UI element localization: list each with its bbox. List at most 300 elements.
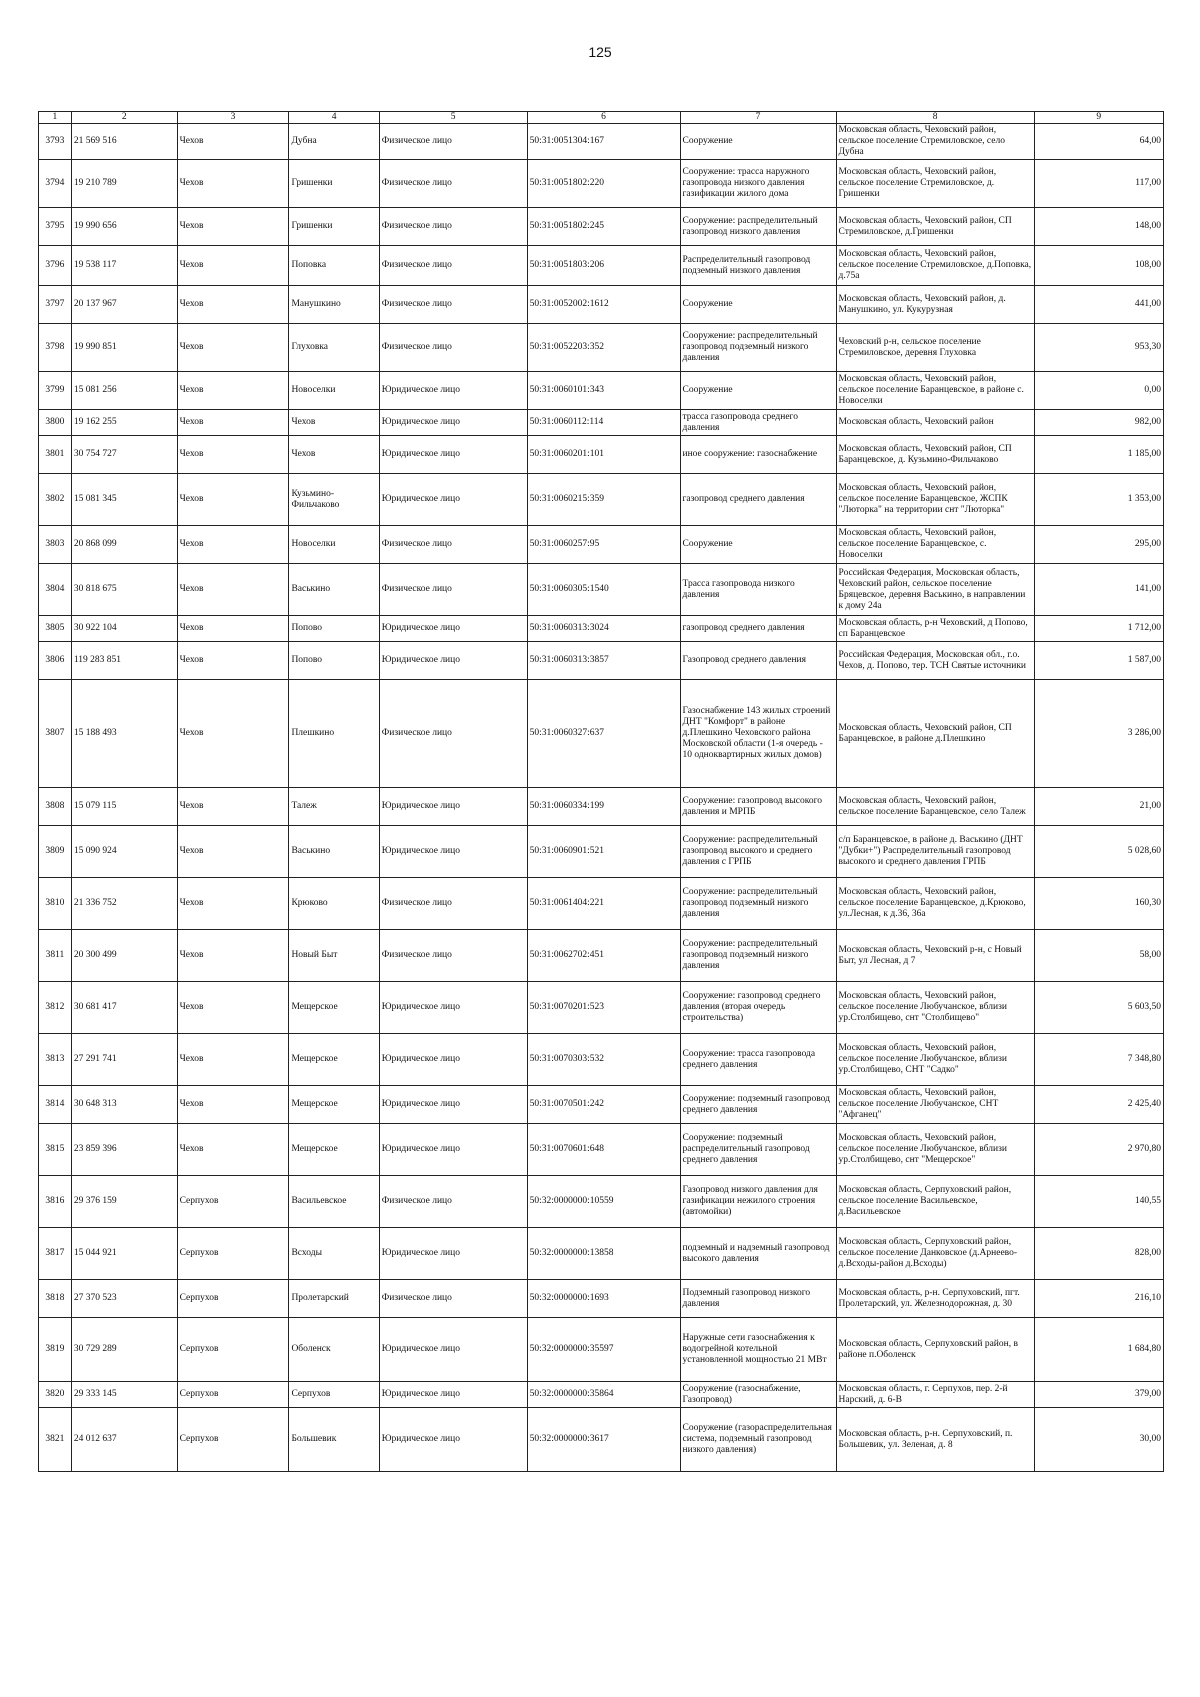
owner-type: Юридическое лицо: [379, 474, 527, 526]
owner-type: Физическое лицо: [379, 208, 527, 246]
object-description: Распределительный газопровод подземный низкого давления: [680, 246, 836, 286]
cadastral-number: 50:31:0070303:532: [527, 1034, 680, 1086]
length-value: 5 603,50: [1034, 982, 1163, 1034]
address: Российская Федерация, Московская обл., г.о. Чехов, д. Попово, тер. ТСН Святые источники: [836, 642, 1034, 680]
owner-type: Юридическое лицо: [379, 436, 527, 474]
object-description: иное сооружение: газоснабжение: [680, 436, 836, 474]
table-row: [39, 246, 1164, 286]
district: Чехов: [177, 324, 289, 372]
address: Московская область, Чеховский район, СП Баранцевское, д. Кузьмино-Фильчаково: [836, 436, 1034, 474]
locality: Кузьмино-Фильчаково: [289, 474, 379, 526]
length-value: 58,00: [1034, 930, 1163, 982]
object-description: Сооружение: подземный распределительный газопровод среднего давления: [680, 1124, 836, 1176]
cadastral-number: 50:31:0052203:352: [527, 324, 680, 372]
object-description: Сооружение: распределительный газопровод подземный низкого давления: [680, 324, 836, 372]
owner-type: Юридическое лицо: [379, 616, 527, 642]
column-header-4: 4: [289, 112, 379, 124]
row-number: 3794: [39, 160, 72, 208]
locality: Всходы: [289, 1228, 379, 1280]
row-number: 3807: [39, 680, 72, 788]
row-number: 3818: [39, 1280, 72, 1318]
table-row: [39, 324, 1164, 372]
object-description: Сооружение: распределительный газопровод низкого давления: [680, 208, 836, 246]
length-value: 148,00: [1034, 208, 1163, 246]
column-header-3: 3: [177, 112, 289, 124]
row-number: 3798: [39, 324, 72, 372]
table-row: [39, 616, 1164, 642]
object-description: Сооружение: трасса наружного газопровода низкого давления газификации жилого дома: [680, 160, 836, 208]
owner-type: Физическое лицо: [379, 324, 527, 372]
record-id: 19 990 851: [71, 324, 177, 372]
column-header-1: 1: [39, 112, 72, 124]
row-number: 3795: [39, 208, 72, 246]
owner-type: Юридическое лицо: [379, 982, 527, 1034]
address: Московская область, Чеховский район, сельское поселение Любучанское, вблизи ур.Столбищево, снт "Столбищево": [836, 982, 1034, 1034]
table-row: [39, 930, 1164, 982]
locality: Гришенки: [289, 208, 379, 246]
row-number: 3806: [39, 642, 72, 680]
object-description: Сооружение: [680, 526, 836, 564]
row-number: 3804: [39, 564, 72, 616]
address: Московская область, Чеховский район, сельское поселение Баранцевское, д.Крюково, ул.Лесная, к д.36, 36а: [836, 878, 1034, 930]
object-description: Сооружение: распределительный газопровод подземный низкого давления: [680, 878, 836, 930]
record-id: 15 081 256: [71, 372, 177, 410]
district: Чехов: [177, 410, 289, 436]
cadastral-number: 50:31:0070201:523: [527, 982, 680, 1034]
district: Чехов: [177, 160, 289, 208]
record-id: 15 081 345: [71, 474, 177, 526]
district: Чехов: [177, 474, 289, 526]
object-description: Наружные сети газоснабжения к водогрейной котельной установленной мощностью 21 МВт: [680, 1318, 836, 1382]
locality: Дубна: [289, 124, 379, 160]
record-id: 23 859 396: [71, 1124, 177, 1176]
length-value: 441,00: [1034, 286, 1163, 324]
cadastral-number: 50:32:0000000:35597: [527, 1318, 680, 1382]
cadastral-number: 50:31:0060305:1540: [527, 564, 680, 616]
record-id: 19 990 656: [71, 208, 177, 246]
record-id: 15 188 493: [71, 680, 177, 788]
district: Серпухов: [177, 1228, 289, 1280]
table-row: [39, 982, 1164, 1034]
district: Чехов: [177, 616, 289, 642]
district: Серпухов: [177, 1382, 289, 1408]
cadastral-number: 50:31:0070601:648: [527, 1124, 680, 1176]
length-value: 2 970,80: [1034, 1124, 1163, 1176]
column-header-5: 5: [379, 112, 527, 124]
address: Московская область, Чеховский район, сельское поселение Баранцевское, ЖСПК "Люторка" на территории снт "Люторка": [836, 474, 1034, 526]
table-row: [39, 1228, 1164, 1280]
table-row: [39, 680, 1164, 788]
length-value: 21,00: [1034, 788, 1163, 826]
row-number: 3815: [39, 1124, 72, 1176]
record-id: 27 370 523: [71, 1280, 177, 1318]
locality: Мещерское: [289, 1124, 379, 1176]
address: Московская область, Чеховский район, СП Баранцевское, в районе д.Плешкино: [836, 680, 1034, 788]
address: Московская область, Чеховский район, сельское поселение Баранцевское, в районе с. Новоселки: [836, 372, 1034, 410]
cadastral-number: 50:31:0060334:199: [527, 788, 680, 826]
record-id: 30 729 289: [71, 1318, 177, 1382]
cadastral-number: 50:32:0000000:35864: [527, 1382, 680, 1408]
table-row: [39, 286, 1164, 324]
object-description: Сооружение (газораспределительная система, подземный газопровод низкого давления): [680, 1408, 836, 1472]
address: Московская область, Чеховский район, сельское поселение Баранцевское, село Талеж: [836, 788, 1034, 826]
row-number: 3811: [39, 930, 72, 982]
locality: Манушкино: [289, 286, 379, 324]
table-header: [39, 112, 1164, 124]
owner-type: Физическое лицо: [379, 526, 527, 564]
column-header-2: 2: [71, 112, 177, 124]
row-number: 3801: [39, 436, 72, 474]
owner-type: Юридическое лицо: [379, 788, 527, 826]
locality: Попово: [289, 616, 379, 642]
address: Московская область, Чеховский р-н, с Новый Быт, ул Лесная, д 7: [836, 930, 1034, 982]
address: Московская область, Чеховский район, сельское поселение Стремиловское, д. Гришенки: [836, 160, 1034, 208]
table-row: [39, 160, 1164, 208]
row-number: 3809: [39, 826, 72, 878]
owner-type: Физическое лицо: [379, 1176, 527, 1228]
column-header-9: 9: [1034, 112, 1163, 124]
cadastral-number: 50:31:0051802:220: [527, 160, 680, 208]
cadastral-number: 50:32:0000000:3617: [527, 1408, 680, 1472]
table-row: [39, 1034, 1164, 1086]
object-description: газопровод среднего давления: [680, 616, 836, 642]
table-row: [39, 1176, 1164, 1228]
length-value: 30,00: [1034, 1408, 1163, 1472]
row-number: 3814: [39, 1086, 72, 1124]
length-value: 140,55: [1034, 1176, 1163, 1228]
district: Серпухов: [177, 1280, 289, 1318]
cadastral-number: 50:31:0060313:3857: [527, 642, 680, 680]
object-description: Сооружение: распределительный газопровод подземный низкого давления: [680, 930, 836, 982]
record-id: 30 681 417: [71, 982, 177, 1034]
record-id: 21 336 752: [71, 878, 177, 930]
address: Московская область, Чеховский район, сельское поселение Стремиловское, д.Поповка, д.75а: [836, 246, 1034, 286]
locality: Чехов: [289, 436, 379, 474]
column-header-8: 8: [836, 112, 1034, 124]
district: Чехов: [177, 246, 289, 286]
cadastral-number: 50:31:0060101:343: [527, 372, 680, 410]
row-number: 3803: [39, 526, 72, 564]
address: Московская область, Серпуховский район, в районе п.Оболенск: [836, 1318, 1034, 1382]
length-value: 828,00: [1034, 1228, 1163, 1280]
cadastral-number: 50:32:0000000:10559: [527, 1176, 680, 1228]
record-id: 119 283 851: [71, 642, 177, 680]
locality: Оболенск: [289, 1318, 379, 1382]
address: Московская область, Чеховский район, сельское поселение Стремиловское, село Дубна: [836, 124, 1034, 160]
owner-type: Юридическое лицо: [379, 1318, 527, 1382]
owner-type: Юридическое лицо: [379, 1124, 527, 1176]
row-number: 3812: [39, 982, 72, 1034]
owner-type: Юридическое лицо: [379, 1086, 527, 1124]
object-description: Сооружение: газопровод высокого давления и МРПБ: [680, 788, 836, 826]
cadastral-number: 50:31:0060313:3024: [527, 616, 680, 642]
table-row: [39, 208, 1164, 246]
cadastral-number: 50:32:0000000:1693: [527, 1280, 680, 1318]
locality: Серпухов: [289, 1382, 379, 1408]
row-number: 3808: [39, 788, 72, 826]
table-row: [39, 1124, 1164, 1176]
table-row: [39, 1318, 1164, 1382]
record-id: 30 922 104: [71, 616, 177, 642]
object-description: Трасса газопровода низкого давления: [680, 564, 836, 616]
table-row: [39, 826, 1164, 878]
address: Московская область, р-н. Серпуховский, п. Большевик, ул. Зеленая, д. 8: [836, 1408, 1034, 1472]
locality: Мещерское: [289, 1034, 379, 1086]
address: Московская область, г. Серпухов, пер. 2-й Нарский, д. 6-В: [836, 1382, 1034, 1408]
record-id: 24 012 637: [71, 1408, 177, 1472]
address: Московская область, Чеховский район, сельское поселение Любучанское, СНТ "Афганец": [836, 1086, 1034, 1124]
owner-type: Юридическое лицо: [379, 1408, 527, 1472]
district: Серпухов: [177, 1318, 289, 1382]
length-value: 982,00: [1034, 410, 1163, 436]
cadastral-number: 50:31:0051803:206: [527, 246, 680, 286]
object-description: Газоснабжение 143 жилых строений ДНТ "Комфорт" в районе д.Плешкино Чеховского района Московской области (1-я очередь - 10 одноквартирных жилых домов): [680, 680, 836, 788]
record-id: 20 137 967: [71, 286, 177, 324]
length-value: 5 028,60: [1034, 826, 1163, 878]
length-value: 1 587,00: [1034, 642, 1163, 680]
table-row: [39, 1086, 1164, 1124]
district: Чехов: [177, 124, 289, 160]
row-number: 3793: [39, 124, 72, 160]
object-description: Сооружение: трасса газопровода среднего давления: [680, 1034, 836, 1086]
district: Серпухов: [177, 1408, 289, 1472]
table-row: [39, 878, 1164, 930]
owner-type: Юридическое лицо: [379, 410, 527, 436]
locality: Васильевское: [289, 1176, 379, 1228]
column-header-6: 6: [527, 112, 680, 124]
row-number: 3816: [39, 1176, 72, 1228]
record-id: 21 569 516: [71, 124, 177, 160]
table-row: [39, 410, 1164, 436]
record-id: 30 648 313: [71, 1086, 177, 1124]
locality: Новый Быт: [289, 930, 379, 982]
row-number: 3802: [39, 474, 72, 526]
length-value: 379,00: [1034, 1382, 1163, 1408]
record-id: 19 538 117: [71, 246, 177, 286]
length-value: 1 712,00: [1034, 616, 1163, 642]
district: Чехов: [177, 642, 289, 680]
locality: Чехов: [289, 410, 379, 436]
district: Чехов: [177, 436, 289, 474]
owner-type: Юридическое лицо: [379, 1382, 527, 1408]
locality: Попово: [289, 642, 379, 680]
locality: Талеж: [289, 788, 379, 826]
table-row: [39, 124, 1164, 160]
object-description: Сооружение: [680, 124, 836, 160]
row-number: 3796: [39, 246, 72, 286]
object-description: Подземный газопровод низкого давления: [680, 1280, 836, 1318]
table-row: [39, 788, 1164, 826]
address: Московская область, Чеховский район, сельское поселение Баранцевское, с. Новоселки: [836, 526, 1034, 564]
cadastral-number: 50:31:0061404:221: [527, 878, 680, 930]
length-value: 7 348,80: [1034, 1034, 1163, 1086]
owner-type: Физическое лицо: [379, 286, 527, 324]
table-row: [39, 1382, 1164, 1408]
cadastral-number: 50:31:0070501:242: [527, 1086, 680, 1124]
length-value: 2 425,40: [1034, 1086, 1163, 1124]
locality: Васькино: [289, 826, 379, 878]
row-number: 3817: [39, 1228, 72, 1280]
row-number: 3810: [39, 878, 72, 930]
cadastral-number: 50:31:0060901:521: [527, 826, 680, 878]
length-value: 160,30: [1034, 878, 1163, 930]
registry-table: [38, 111, 1164, 1472]
district: Чехов: [177, 680, 289, 788]
row-number: 3819: [39, 1318, 72, 1382]
length-value: 141,00: [1034, 564, 1163, 616]
table-row: [39, 474, 1164, 526]
header-row: [39, 112, 1164, 124]
record-id: 15 079 115: [71, 788, 177, 826]
length-value: 1 353,00: [1034, 474, 1163, 526]
owner-type: Юридическое лицо: [379, 372, 527, 410]
object-description: трасса газопровода среднего давления: [680, 410, 836, 436]
cadastral-number: 50:31:0060112:114: [527, 410, 680, 436]
district: Чехов: [177, 878, 289, 930]
object-description: газопровод среднего давления: [680, 474, 836, 526]
district: Чехов: [177, 372, 289, 410]
record-id: 29 333 145: [71, 1382, 177, 1408]
row-number: 3799: [39, 372, 72, 410]
object-description: Сооружение: подземный газопровод среднего давления: [680, 1086, 836, 1124]
locality: Крюково: [289, 878, 379, 930]
table-row: [39, 436, 1164, 474]
length-value: 295,00: [1034, 526, 1163, 564]
cadastral-number: 50:31:0051304:167: [527, 124, 680, 160]
table-row: [39, 526, 1164, 564]
locality: Гришенки: [289, 160, 379, 208]
object-description: Сооружение: [680, 372, 836, 410]
record-id: 15 090 924: [71, 826, 177, 878]
address: Московская область, Чеховский район, д. Манушкино, ул. Кукурузная: [836, 286, 1034, 324]
locality: Большевик: [289, 1408, 379, 1472]
cadastral-number: 50:31:0060257:95: [527, 526, 680, 564]
table-row: [39, 564, 1164, 616]
address: Московская область, р-н. Серпуховский, пгт. Пролетарский, ул. Железнодорожная, д. 30: [836, 1280, 1034, 1318]
owner-type: Юридическое лицо: [379, 1034, 527, 1086]
column-header-7: 7: [680, 112, 836, 124]
district: Чехов: [177, 826, 289, 878]
cadastral-number: 50:31:0062702:451: [527, 930, 680, 982]
address: с/п Баранцевское, в районе д. Васькино (ДНТ "Дубки+") Распределительный газопровод высокого и среднего давления ГРПБ: [836, 826, 1034, 878]
record-id: 19 162 255: [71, 410, 177, 436]
length-value: 117,00: [1034, 160, 1163, 208]
district: Чехов: [177, 930, 289, 982]
district: Чехов: [177, 1034, 289, 1086]
district: Чехов: [177, 564, 289, 616]
record-id: 29 376 159: [71, 1176, 177, 1228]
length-value: 953,30: [1034, 324, 1163, 372]
table-body: [39, 124, 1164, 1472]
district: Чехов: [177, 788, 289, 826]
record-id: 30 818 675: [71, 564, 177, 616]
owner-type: Физическое лицо: [379, 160, 527, 208]
record-id: 20 868 099: [71, 526, 177, 564]
cadastral-number: 50:31:0052002:1612: [527, 286, 680, 324]
address: Московская область, Серпуховский район, сельское поселение Данковское (д.Арнеево-д.Всходы-район д.Всходы): [836, 1228, 1034, 1280]
district: Чехов: [177, 982, 289, 1034]
object-description: Сооружение: распределительный газопровод высокого и среднего давления с ГРПБ: [680, 826, 836, 878]
length-value: 0,00: [1034, 372, 1163, 410]
address: Московская область, Чеховский район, сельское поселение Любучанское, вблизи ур.Столбищево, снт "Мещерское": [836, 1124, 1034, 1176]
length-value: 216,10: [1034, 1280, 1163, 1318]
object-description: Сооружение: газопровод среднего давления (вторая очередь строительства): [680, 982, 836, 1034]
row-number: 3821: [39, 1408, 72, 1472]
locality: Плешкино: [289, 680, 379, 788]
locality: Мещерское: [289, 1086, 379, 1124]
record-id: 30 754 727: [71, 436, 177, 474]
address: Российская Федерация, Московская область, Чеховский район, сельское поселение Бряцевское, деревня Васькино, в направлении к дому 24а: [836, 564, 1034, 616]
locality: Новоселки: [289, 526, 379, 564]
owner-type: Физическое лицо: [379, 124, 527, 160]
object-description: Сооружение (газоснабжение, Газопровод): [680, 1382, 836, 1408]
object-description: Сооружение: [680, 286, 836, 324]
cadastral-number: 50:31:0051802:245: [527, 208, 680, 246]
address: Московская область, Чеховский район: [836, 410, 1034, 436]
record-id: 27 291 741: [71, 1034, 177, 1086]
locality: Новоселки: [289, 372, 379, 410]
owner-type: Физическое лицо: [379, 1280, 527, 1318]
owner-type: Физическое лицо: [379, 930, 527, 982]
row-number: 3800: [39, 410, 72, 436]
district: Чехов: [177, 1086, 289, 1124]
record-id: 15 044 921: [71, 1228, 177, 1280]
table-row: [39, 1280, 1164, 1318]
object-description: подземный и надземный газопровод высокого давления: [680, 1228, 836, 1280]
length-value: 1 185,00: [1034, 436, 1163, 474]
address: Московская область, Серпуховский район, сельское поселение Васильевское, д.Васильевское: [836, 1176, 1034, 1228]
district: Чехов: [177, 286, 289, 324]
cadastral-number: 50:31:0060215:359: [527, 474, 680, 526]
cadastral-number: 50:31:0060201:101: [527, 436, 680, 474]
address: Московская область, Чеховский район, сельское поселение Любучанское, вблизи ур.Столбищево, СНТ "Садко": [836, 1034, 1034, 1086]
row-number: 3797: [39, 286, 72, 324]
row-number: 3805: [39, 616, 72, 642]
district: Чехов: [177, 208, 289, 246]
record-id: 20 300 499: [71, 930, 177, 982]
locality: Глуховка: [289, 324, 379, 372]
locality: Пролетарский: [289, 1280, 379, 1318]
district: Серпухов: [177, 1176, 289, 1228]
row-number: 3813: [39, 1034, 72, 1086]
table-row: [39, 642, 1164, 680]
locality: Мещерское: [289, 982, 379, 1034]
locality: Поповка: [289, 246, 379, 286]
owner-type: Юридическое лицо: [379, 642, 527, 680]
owner-type: Физическое лицо: [379, 246, 527, 286]
address: Чеховский р-н, сельское поселение Стремиловское, деревня Глуховка: [836, 324, 1034, 372]
address: Московская область, Чеховский район, СП Стремиловское, д.Гришенки: [836, 208, 1034, 246]
length-value: 1 684,80: [1034, 1318, 1163, 1382]
table-row: [39, 1408, 1164, 1472]
length-value: 3 286,00: [1034, 680, 1163, 788]
owner-type: Юридическое лицо: [379, 1228, 527, 1280]
table-row: [39, 372, 1164, 410]
district: Чехов: [177, 526, 289, 564]
object-description: Газопровод низкого давления для газификации нежилого строения (автомойки): [680, 1176, 836, 1228]
row-number: 3820: [39, 1382, 72, 1408]
owner-type: Физическое лицо: [379, 564, 527, 616]
address: Московская область, р-н Чеховский, д Попово, сп Баранцевское: [836, 616, 1034, 642]
page-number: 125: [588, 44, 612, 60]
owner-type: Физическое лицо: [379, 680, 527, 788]
district: Чехов: [177, 1124, 289, 1176]
cadastral-number: 50:31:0060327:637: [527, 680, 680, 788]
owner-type: Физическое лицо: [379, 878, 527, 930]
owner-type: Юридическое лицо: [379, 826, 527, 878]
length-value: 64,00: [1034, 124, 1163, 160]
cadastral-number: 50:32:0000000:13858: [527, 1228, 680, 1280]
